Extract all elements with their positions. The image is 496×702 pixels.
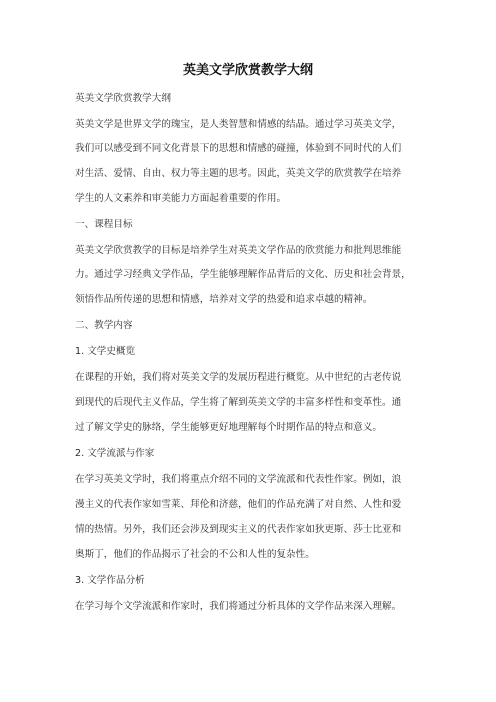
paragraph-line: 到现代的后现代主义作品，学生将了解到英美文学的丰富多样性和变革性。通 <box>75 397 402 408</box>
paragraph-line: 在学习英美文学时，我们将重点介绍不同的文学流派和代表性作家。例如，浪 <box>75 474 402 485</box>
paragraph-line: 学生的人文素养和审美能力方面起着重要的作用。 <box>75 193 287 204</box>
paragraph-line: 力。通过学习经典文学作品，学生能够理解作品背后的文化、历史和社会背景， <box>75 269 411 280</box>
paragraph-line: 过了解文学史的脉络，学生能够更好地理解每个时期作品的特点和意义。 <box>75 422 382 433</box>
paragraph-line: 情的热情。另外，我们还会涉及到现实主义的代表作家如狄更斯、莎士比亚和 <box>75 524 402 535</box>
subsection-heading: 2. 文学流派与作家 <box>75 448 155 459</box>
paragraph-line: 英美文学欣赏教学的目标是培养学生对英美文学作品的欣赏能力和批判思维能 <box>75 245 402 256</box>
paragraph-line: 我们可以感受到不同文化背景下的思想和情感的碰撞，体验到不同时代的人们 <box>75 143 402 154</box>
subtitle-line: 英美文学欣赏教学大纲 <box>75 93 171 104</box>
section-heading: 二、教学内容 <box>75 320 133 331</box>
paragraph-line: 在学习每个文学流派和作家时，我们将通过分析具体的文学作品来深入理解。 <box>75 601 402 612</box>
paragraph-line: 奥斯丁，他们的作品揭示了社会的不公和人性的复杂性。 <box>75 549 315 560</box>
paragraph-line: 英美文学是世界文学的瑰宝，是人类智慧和情感的结晶。通过学习英美文学， <box>75 119 402 130</box>
document-title: 英美文学欣赏教学大纲 <box>182 63 313 78</box>
paragraph-line: 在课程的开始，我们将对英美文学的发展历程进行概览。从中世纪的古老传说 <box>75 372 402 383</box>
paragraph-line: 对生活、爱情、自由、权力等主题的思考。因此，英美文学的欣赏教学在培养 <box>75 168 402 179</box>
paragraph-line: 漫主义的代表作家如雪莱、拜伦和济慈，他们的作品充满了对自然、人性和爱 <box>75 499 402 510</box>
subsection-heading: 3. 文学作品分析 <box>75 575 145 586</box>
paragraph-line: 领悟作品所传递的思想和情感，培养对文学的热爱和追求卓越的精神。 <box>75 294 373 305</box>
subsection-heading: 1. 文学史概览 <box>75 346 136 357</box>
section-heading: 一、课程目标 <box>75 219 133 230</box>
